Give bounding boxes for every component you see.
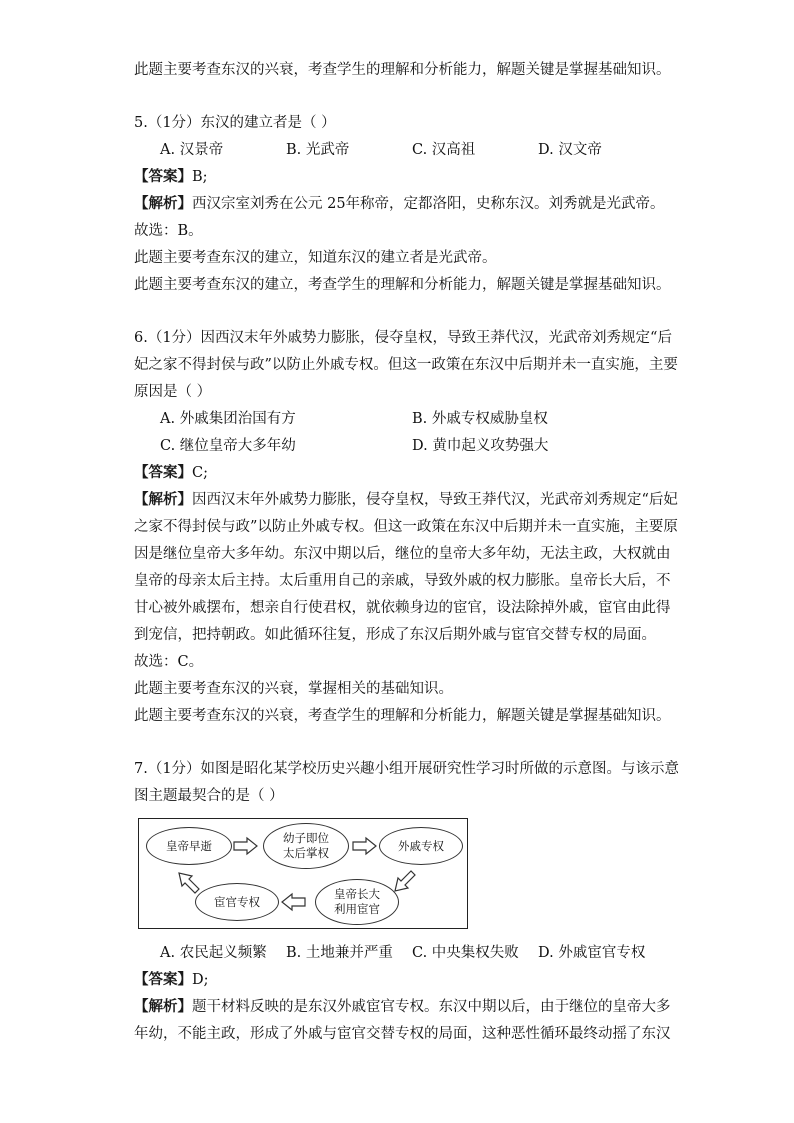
q7-option-c: C. 中央集权失败: [412, 945, 519, 961]
cycle-diagram: [138, 818, 468, 929]
q5-option-b: B. 光武帝: [286, 142, 350, 158]
q6-stem-line: 妃之家不得封侯与政”以防止外戚专权。但这一政策在东汉中后期并未一直实施，主要: [134, 357, 678, 373]
analysis-tag: 【解析】: [134, 491, 192, 508]
answer-tag: 【答案】: [134, 971, 192, 988]
q5-stem: 5.（1分）东汉的建立者是（ ）: [134, 115, 336, 131]
arrow-right-icon: [234, 838, 257, 854]
q6-stem-line: 6.（1分）因西汉末年外戚势力膨胀，侵夺皇权，导致王莽代汉，光武帝刘秀规定“后: [134, 330, 672, 346]
arrow-left-icon: [282, 894, 305, 910]
q5-analysis: [134, 194, 665, 214]
q6-answer: [134, 463, 208, 483]
q5-option-d: D. 汉文帝: [538, 142, 602, 158]
q6-option-d: D. 黄巾起义攻势强大: [412, 438, 549, 454]
q6-analysis: [134, 490, 678, 510]
arrow-right-icon: [353, 838, 376, 854]
q6-analysis-line: 到宠信，把持朝政。如此循环往复，形成了东汉后期外戚与宦官交替专权的局面。: [134, 627, 656, 643]
answer-value: C;: [192, 465, 208, 481]
q6-analysis-line: 之家不得封侯与政”以防止外戚专权。但这一政策在东汉中后期并未一直实施，主要原: [134, 519, 678, 535]
node-eunuch-power: 宦官专权: [195, 883, 279, 921]
analysis-tag: 【解析】: [134, 195, 192, 212]
node-consort-clan-power: 外戚专权: [379, 827, 463, 865]
answer-value: B;: [192, 169, 208, 185]
q5-note1: 此题主要考查东汉的建立，知道东汉的建立者是光武帝。: [134, 250, 497, 266]
q7-stem-line: 7.（1分）如图是昭化某学校历史兴趣小组开展研究性学习时所做的示意图。与该示意: [134, 761, 680, 777]
q7-analysis-line: 年幼，不能主政，形成了外戚与宦官交替专权的局面，这种恶性循环最终动摇了东汉: [134, 1026, 671, 1042]
q6-option-c: C. 继位皇帝大多年幼: [160, 438, 296, 454]
analysis-text: 西汉宗室刘秀在公元 25年称帝，定都洛阳，史称东汉。刘秀就是光武帝。: [192, 196, 665, 212]
q7-option-a: A. 农民起义频繁: [160, 945, 267, 961]
analysis-text: 题干材料反映的是东汉外戚宦官专权。东汉中期以后，由于继位的皇帝大多: [192, 999, 671, 1015]
node-young-emperor-regency: 幼子即位 太后掌权: [263, 823, 349, 869]
q5-answer: [134, 167, 208, 187]
analysis-tag: 【解析】: [134, 998, 192, 1015]
q6-note2: 此题主要考查东汉的兴衰，考查学生的理解和分析能力，解题关键是掌握基础知识。: [134, 708, 671, 724]
q7-analysis: [134, 997, 671, 1017]
answer-tag: 【答案】: [134, 464, 192, 481]
q5-choice: 故选：B。: [134, 223, 203, 239]
q6-choice: 故选：C。: [134, 654, 204, 670]
q6-option-b: B. 外戚专权威胁皇权: [412, 411, 548, 427]
q6-note1: 此题主要考查东汉的兴衰，掌握相关的基础知识。: [134, 681, 453, 697]
node-emperor-uses-eunuchs: 皇帝长大 利用宦官: [315, 879, 399, 925]
q7-answer: [134, 970, 209, 990]
answer-value: D;: [192, 972, 209, 988]
q7-option-b: B. 土地兼并严重: [286, 945, 393, 961]
q6-analysis-line: 甘心被外戚摆布，想亲自行使君权，就依赖身边的宦官，设法除掉外戚，宦官由此得: [134, 600, 671, 616]
q5-option-c: C. 汉高祖: [412, 142, 476, 158]
node-emperor-early-death: 皇帝早逝: [146, 827, 232, 865]
arrow-down-left-icon: [395, 871, 415, 891]
q6-analysis-line: 因是继位皇帝大多年幼。东汉中期以后，继位的皇帝大多年幼，无法主政，大权就由: [134, 546, 671, 562]
answer-tag: 【答案】: [134, 168, 192, 185]
arrow-up-left-icon: [179, 873, 199, 893]
q5-note2: 此题主要考查东汉的建立，考查学生的理解和分析能力，解题关键是掌握基础知识。: [134, 277, 671, 293]
q5-option-a: A. 汉景帝: [160, 142, 224, 158]
q7-option-d: D. 外戚宦官专权: [538, 945, 646, 961]
q6-option-a: A. 外戚集团治国有方: [160, 411, 296, 427]
q4-note: 此题主要考查东汉的兴衰，考查学生的理解和分析能力，解题关键是掌握基础知识。: [134, 62, 671, 78]
analysis-text: 因西汉末年外戚势力膨胀，侵夺皇权，导致王莽代汉，光武帝刘秀规定“后妃: [192, 492, 678, 508]
q6-stem-line: 原因是（ ）: [134, 384, 212, 400]
q7-stem-line: 图主题最契合的是（ ）: [134, 788, 284, 804]
q6-analysis-line: 皇帝的母亲太后主持。太后重用自己的亲戚，导致外戚的权力膨胀。皇帝长大后，不: [134, 573, 671, 589]
